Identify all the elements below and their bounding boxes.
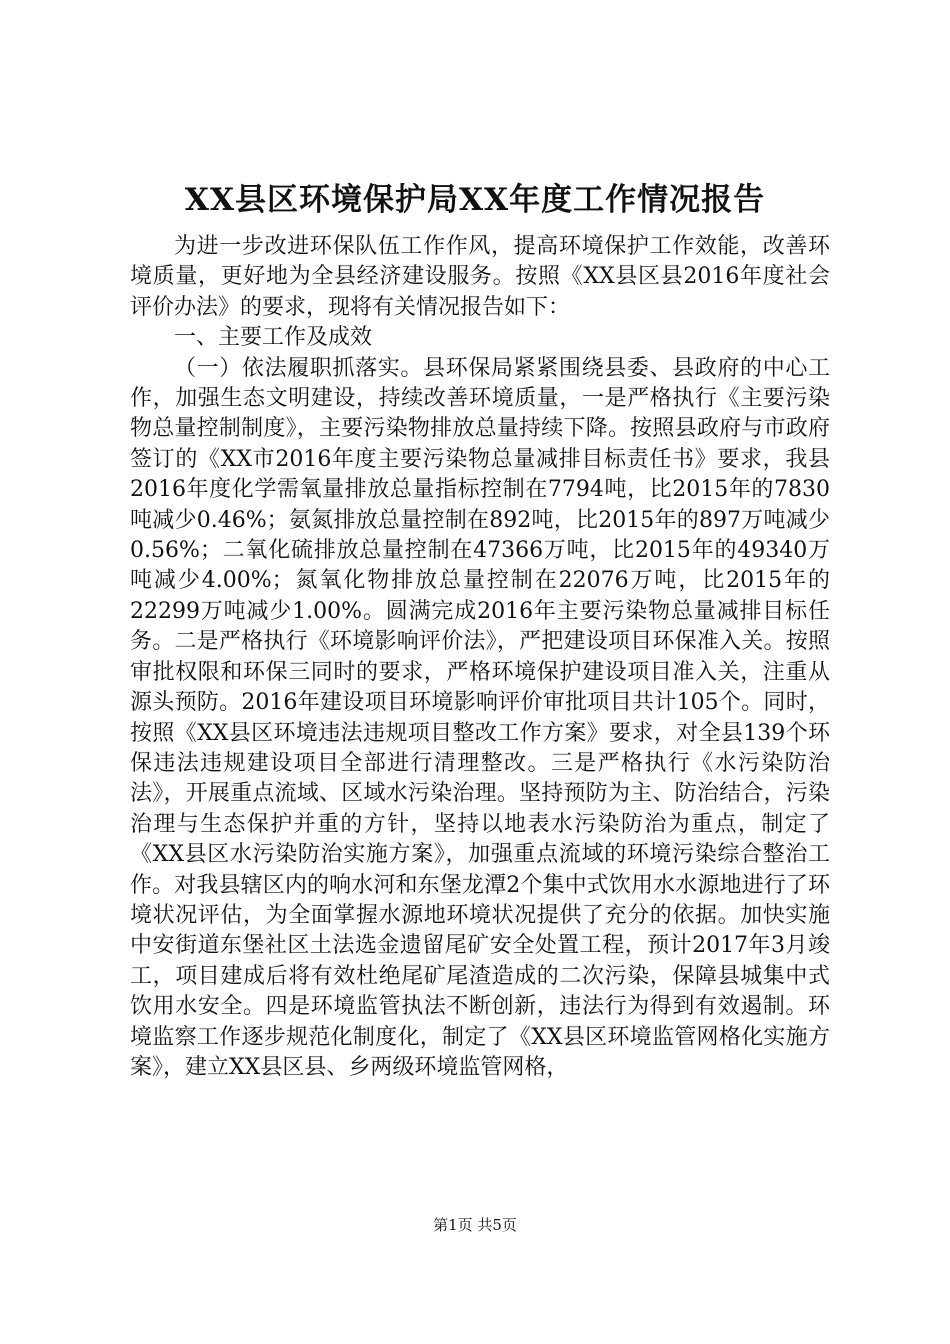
intro-paragraph: 为进一步改进环保队伍工作作风，提高环境保护工作效能，改善环境质量，更好地为全县经济建设服务。按照《XX县区县2016年度社会评价办法》的要求，现将有关情况报告如下： xyxy=(130,234,830,320)
page-number-footer: 第1页 共5页 xyxy=(433,1216,517,1234)
document-body xyxy=(130,232,830,1083)
section-heading: 一、主要工作及成效 xyxy=(174,325,373,351)
body-paragraph: （一）依法履职抓落实。县环保局紧紧围绕县委、县政府的中心工作，加强生态文明建设，持续改善环境质量，一是严格执行《主要污染物总量控制制度》，主要污染物排放总量持续下降。按照县政府与市政府签订的《XX市2016年度主要污染物总量减排目标责任书》要求，我县2016年度化学需氧量排放总量指标控制在7794吨，比2015年的7830吨减少0.46%；氨氮排放总量控制在892吨，比2015年的897万吨减少0.56%；二氧化硫排放总量控制在47366万吨，比2015年的49340万吨减少4.00%；氮氧化物排放总量控制在22076万吨，比2015年的22299万吨减少1.00%。圆满完成2016年主要污染物总量减排目标任务。二是严格执行《环境影响评价法》，严把建设项目环保准入关。按照审批权限和环保三同时的要求，严格环境保护建设项目准入关，注重从源头预防。2016年建设项目环境影响评价审批项目共计105个。同时，按照《XX县区环境违法违规项目整改工作方案》要求，对全县139个环保违法违规建设项目全部进行清理整改。三是严格执行《水污染防治法》，开展重点流域、区域水污染治理。坚持预防为主、防治结合，污染治理与生态保护并重的方针，坚持以地表水污染防治为重点，制定了《XX县区水污染防治实施方案》，加强重点流域的环境污染综合整治工作。对我县辖区内的响水河和东堡龙潭2个集中式饮用水水源地进行了环境状况评估，为全面掌握水源地环境状况提供了充分的依据。加快实施中安街道东堡社区土法选金遗留尾矿安全处置工程，预计2017年3月竣工，项目建成后将有效杜绝尾矿尾渣造成的二次污染，保障县城集中式饮用水安全。四是环境监管执法不断创新，违法行为得到有效遏制。环境监察工作逐步规范化制度化，制定了《XX县区环境监管网格化实施方案》，建立XX县区县、乡两级环境监管网格， xyxy=(130,355,830,1080)
document-title: XX县区环境保护局XX年度工作情况报告 xyxy=(184,182,766,218)
